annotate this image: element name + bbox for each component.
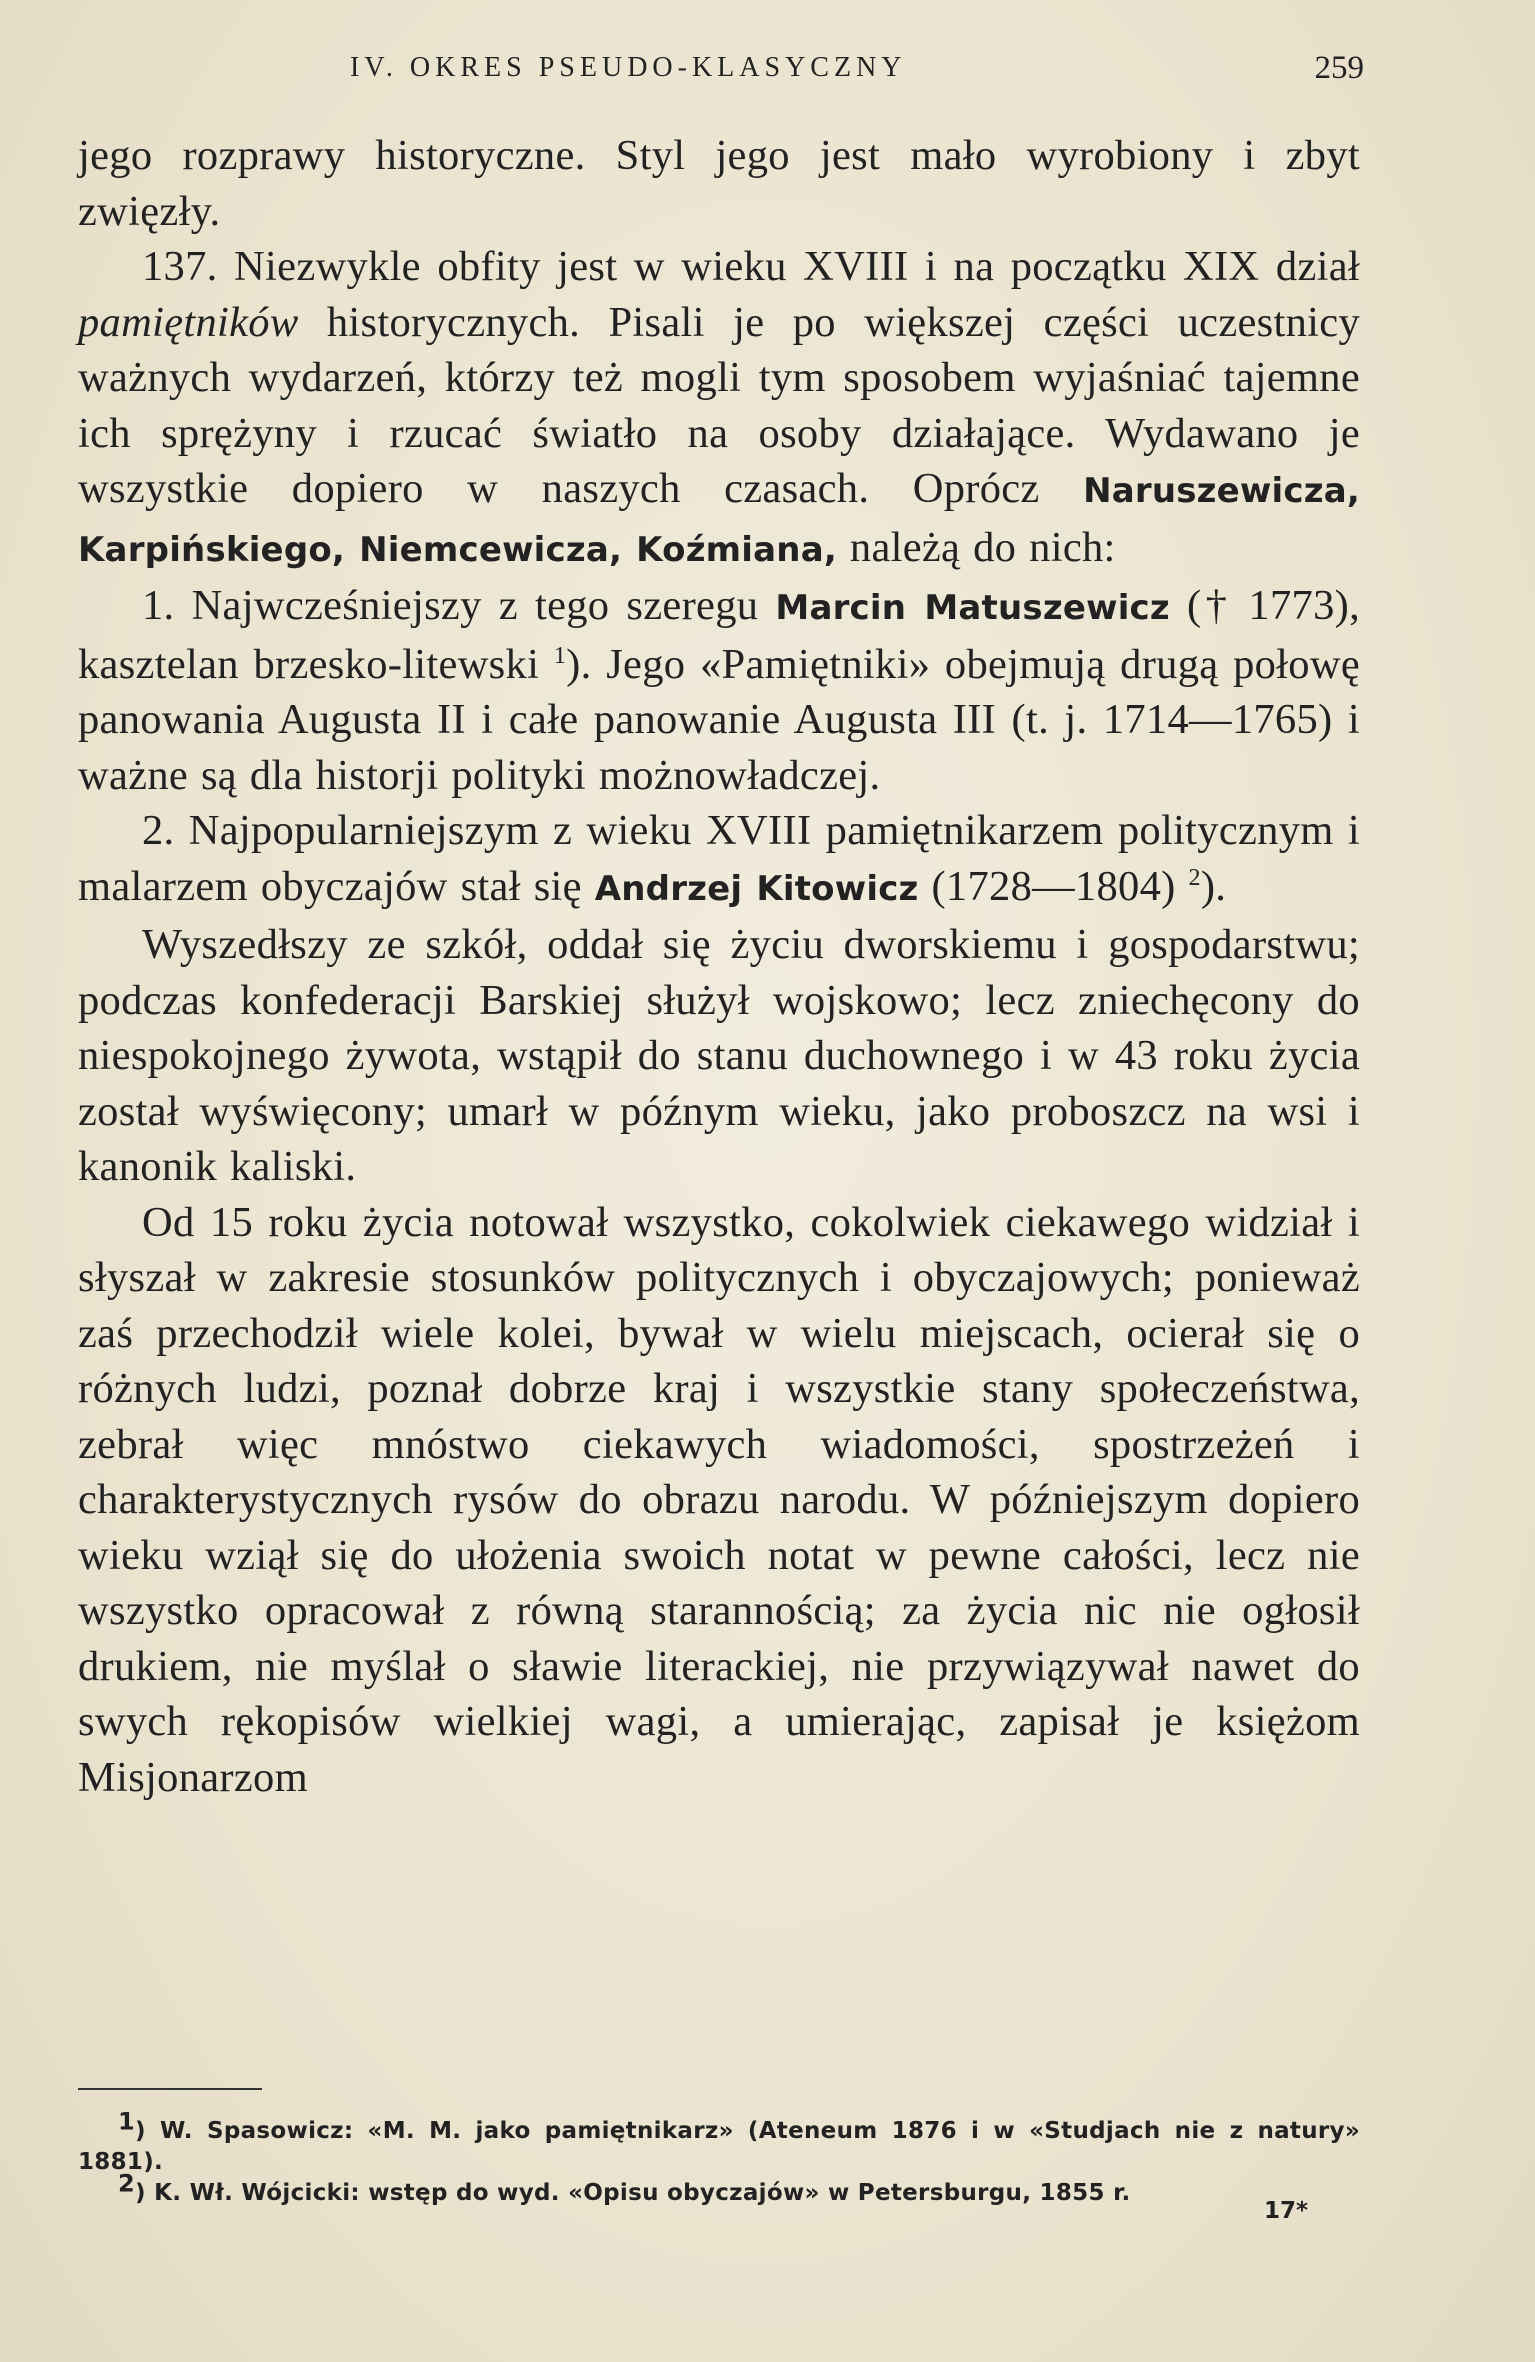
footnote-marker: 2 — [118, 2169, 135, 2198]
footnote-text: ) K. Wł. Wójcicki: wstęp do wyd. «Opisu obyczajów» w Petersburgu, 1855 r. — [135, 2180, 1131, 2206]
footnote-2 — [78, 2169, 1360, 2209]
printer-signature-mark: 17* — [1263, 2198, 1308, 2224]
person-name: Marcin Matuszewicz — [775, 588, 1170, 628]
paragraph-biography — [78, 917, 1360, 1195]
paragraph-text: ). Jego «Pamiętniki» obejmują drugą połowę panowania Augusta II i całe panowanie Augusta III (t. j. 1714—1765) i ważne są dla historji polityki możnowładczej. — [78, 640, 1360, 799]
footnote-1 — [78, 2107, 1360, 2178]
running-head — [78, 48, 1364, 88]
paragraph-text: Wyszedłszy ze szkół, oddał się życiu dworskiemu i gospodarstwu; podczas konfederacji Barskiej służył wojskowo; lecz zniechęcony do niespokojnego żywota, wstąpił do stanu duchownego i w 43 roku życia został wyświęcony; umarł w późnym wieku, jako proboszcz na wsi i kanonik kaliski. — [78, 921, 1360, 1190]
paragraph-notes — [78, 1195, 1360, 1806]
paragraph-text: (1728—1804) — [918, 862, 1189, 910]
paragraph-text: należą do nich: — [836, 523, 1116, 571]
footnote-marker: 1 — [118, 2107, 135, 2136]
paragraph-text: jego rozprawy historyczne. Styl jego jest mało wyrobiony i zbyt zwięzły. — [78, 132, 1360, 235]
book-page — [78, 48, 1364, 2338]
paragraph-item-1 — [78, 578, 1360, 803]
footnote-reference: 1 — [553, 642, 567, 669]
emphasized-term: pamiętników — [78, 298, 299, 346]
footnote-text: ) W. Spasowicz: «M. M. jako pamiętnikarz» (Ateneum 1876 i w «Studjach nie z natury» 1881). — [78, 2118, 1360, 2175]
footnote-reference: 2 — [1188, 864, 1201, 891]
person-name: Andrzej Kitowicz — [594, 868, 919, 909]
paragraph-text: ). — [1200, 862, 1227, 910]
paragraph-text: 2. Najpopularniejszym z wieku XVIII pamiętnikarzem politycznym i malarzem obyczajów stał się — [78, 807, 1360, 910]
running-title: IV. OKRES PSEUDO-KLASYCZNY — [350, 52, 907, 83]
paragraph-text: († 1773), kasztelan brzesko-litewski — [78, 582, 1360, 688]
paragraph-text: 1. Najwcześniejszy z tego szeregu — [142, 582, 776, 629]
paragraph-continuation — [78, 128, 1360, 239]
footnote-divider — [78, 2088, 262, 2090]
page-number: 259 — [1314, 50, 1364, 86]
paragraph-137 — [78, 239, 1360, 578]
paragraph-text: Od 15 roku życia notował wszystko, cokolwiek ciekawego widział i słyszał w zakresie stosunków politycznych i obyczajowych; ponieważ zaś przechodził wiele kolei, bywał w wielu miejscach, ocierał się o różnych ludzi, poznał dobrze kraj i wszystkie stany społeczeństwa, zebrał więc mnóstwo ciekawych wiadomości, spostrzeżeń i charakterystycznych rysów do obrazu narodu. W późniejszym dopiero wieku wziął się do ułożenia swoich notat w pewne całości, lecz nie wszystko opracował z równą starannością; za życia nic nie ogłosił drukiem, nie myślał o sławie literackiej, nie przywiązywał nawet do swych rękopisów wielkiej wagi, a umierając, zapisał je księżom Misjonarzom — [78, 1198, 1360, 1801]
footnotes — [78, 2107, 1360, 2209]
paragraph-text: historycznych. Pisali je po większej części uczestnicy ważnych wydarzeń, którzy też mogli tym sposobem wyjaśniać tajemne ich sprężyny i rzucać światło na osoby działające. Wydawano je wszystkie dopiero w naszych czasach. Oprócz — [78, 298, 1360, 512]
paragraph-item-2 — [78, 803, 1360, 917]
body-text — [78, 128, 1360, 1805]
paragraph-text: 137. Niezwykle obfity jest w wieku XVIII i na początku XIX dział — [142, 243, 1360, 290]
author-names: Naruszewicza, Karpińskiego, Niemcewicza, Koźmiana, — [78, 471, 1360, 570]
